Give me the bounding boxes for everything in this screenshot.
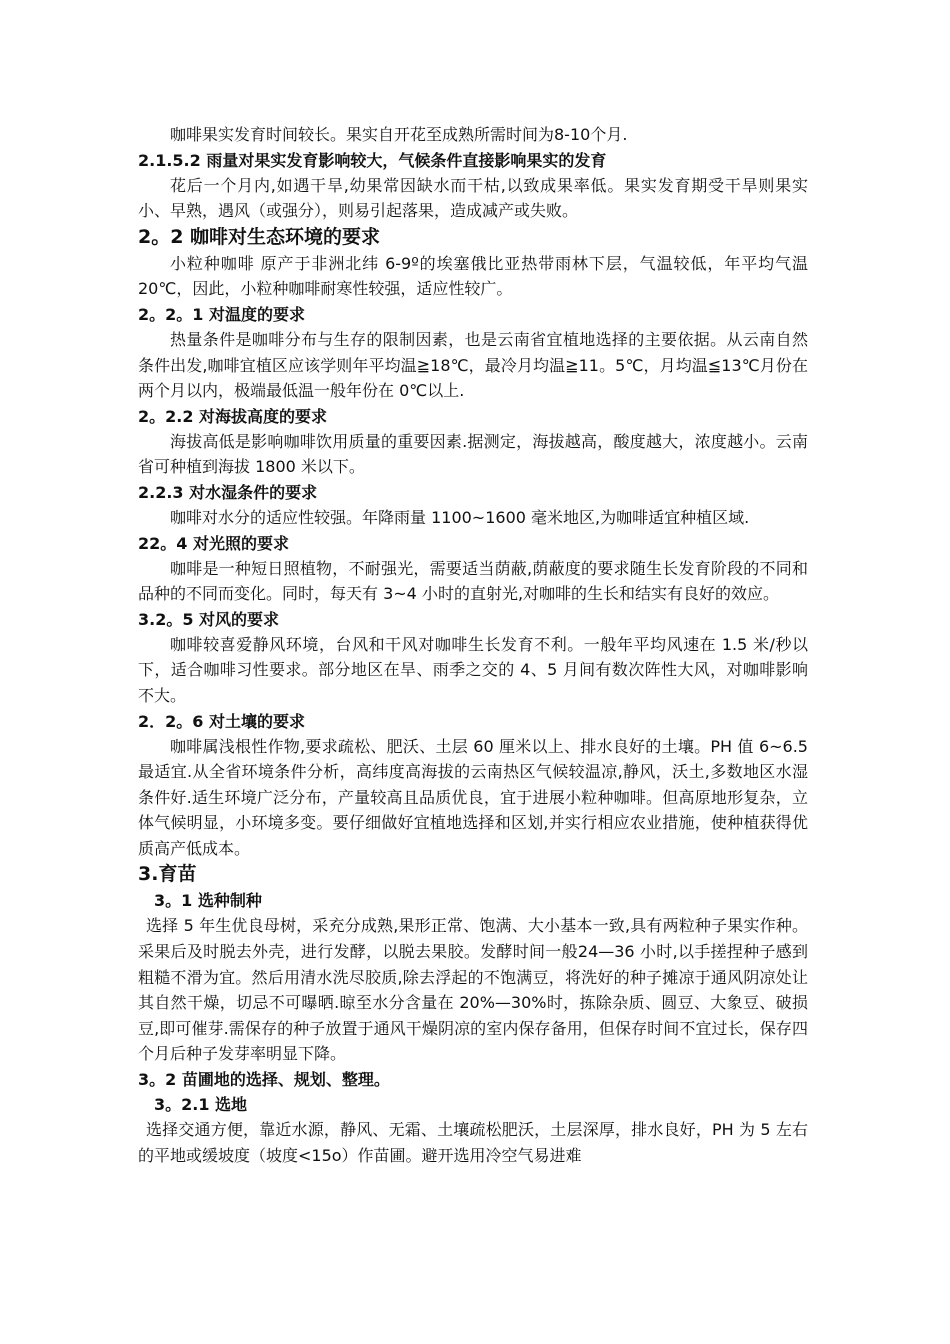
subsection-heading: 2.2.3 对水湿条件的要求 bbox=[138, 482, 318, 502]
subsection-heading: 3。2 苗圃地的选择、规划、整理。 bbox=[138, 1070, 390, 1090]
paragraph: 海拔高低是影响咖啡饮用质量的重要因素.据测定，海拔越高，酸度越大，浓度越小。云南省可种植到海拔 1800 米以下。 bbox=[138, 431, 808, 477]
paragraph: 咖啡较喜爱静风环境，台风和干风对咖啡生长发育不利。一般年平均风速在 1.5 米/秒以下，适合咖啡习性要求。部分地区在旱、雨季之交的 4、5 月间有数次阵性大风，对咖啡影响不大。 bbox=[138, 634, 808, 705]
section-heading: 3.育苗 bbox=[138, 863, 197, 886]
subsection-heading: 3.2。5 对风的要求 bbox=[138, 609, 280, 629]
document-page bbox=[138, 122, 808, 1168]
subsection-heading: 3。2.1 选地 bbox=[154, 1095, 248, 1115]
paragraph: 选择 5 年生优良母树，采充分成熟,果形正常、饱满、大小基本一致,具有两粒种子果实作种。采果后及时脱去外壳，进行发酵，以脱去果胶。发酵时间一般24—36 小时,以手搓捏种子感到粗糙不滑为宜。然后用清水洗尽胶质,除去浮起的不饱满豆，将洗好的种子摊凉于通风阴凉处让其自然干燥，切忌不可曝晒.晾至水分含量在 20%—30%时，拣除杂质、圆豆、大象豆、破损豆,即可催芽.需保存的种子放置于通风干燥阴凉的室内保存备用，但保存时间不宜过长，保存四个月后种子发芽率明显下降。 bbox=[138, 916, 808, 1064]
paragraph: 咖啡是一种短日照植物，不耐强光，需要适当荫蔽,荫蔽度的要求随生长发育阶段的不同和品种的不同而变化。同时，每天有 3~4 小时的直射光,对咖啡的生长和结实有良好的效应。 bbox=[138, 558, 808, 604]
paragraph: 小粒种咖啡 原产于非洲北纬 6-9º的埃塞俄比亚热带雨林下层，气温较低，年平均气温 20℃，因此，小粒种咖啡耐寒性较强，适应性较广。 bbox=[138, 253, 808, 299]
subsection-heading: 2.1.5.2 雨量对果实发育影响较大，气候条件直接影响果实的发育 bbox=[138, 150, 607, 170]
subsection-heading: 3。1 选种制种 bbox=[154, 891, 262, 911]
paragraph: 咖啡果实发育时间较长。果实自开花至成熟所需时间为8-10个月. bbox=[170, 125, 628, 144]
subsection-heading: 2。2。1 对温度的要求 bbox=[138, 304, 305, 324]
paragraph: 花后一个月内,如遇干旱,幼果常因缺水而干枯,以致成果率低。果实发育期受干旱则果实小、早熟，遇风（或强分），则易引起落果，造成减产或失败。 bbox=[138, 175, 808, 221]
paragraph: 选择交通方便，靠近水源，静风、无霜、土壤疏松肥沃，土层深厚，排水良好，PH 为 5 左右的平地或缓坡度（坡度<15o）作苗圃。避开选用冷空气易进难 bbox=[138, 1120, 808, 1165]
section-heading: 2。2 咖啡对生态环境的要求 bbox=[138, 225, 381, 248]
paragraph: 咖啡对水分的适应性较强。年降雨量 1100~1600 毫米地区,为咖啡适宜种植区域. bbox=[170, 507, 750, 527]
subsection-heading: 2。2.2 对海拔高度的要求 bbox=[138, 406, 328, 426]
subsection-heading: 22。4 对光照的要求 bbox=[138, 533, 289, 553]
paragraph: 咖啡属浅根性作物,要求疏松、肥沃、土层 60 厘米以上、排水良好的土壤。PH 值 6~6.5 最适宜.从全省环境条件分析，高纬度高海拔的云南热区气候较温凉,静风，沃土,多数地区水湿条件好.适生环境广泛分布，产量较高且品质优良，宜于进展小粒种咖啡。但高原地形复杂，立体气候明显，小环境多变。要仔细做好宜植地选择和区划,并实行相应农业措施，使种植获得优质高产低成本。 bbox=[138, 736, 808, 858]
paragraph: 热量条件是咖啡分布与生存的限制因素，也是云南省宜植地选择的主要依据。从云南自然条件出发,咖啡宜植区应该学则年平均温≧18℃，最冷月均温≧11。5℃，月均温≦13℃月份在两个月以内，极端最低温一般年份在 0℃以上. bbox=[138, 329, 808, 401]
subsection-heading: 2．2。6 对土壤的要求 bbox=[138, 711, 305, 731]
